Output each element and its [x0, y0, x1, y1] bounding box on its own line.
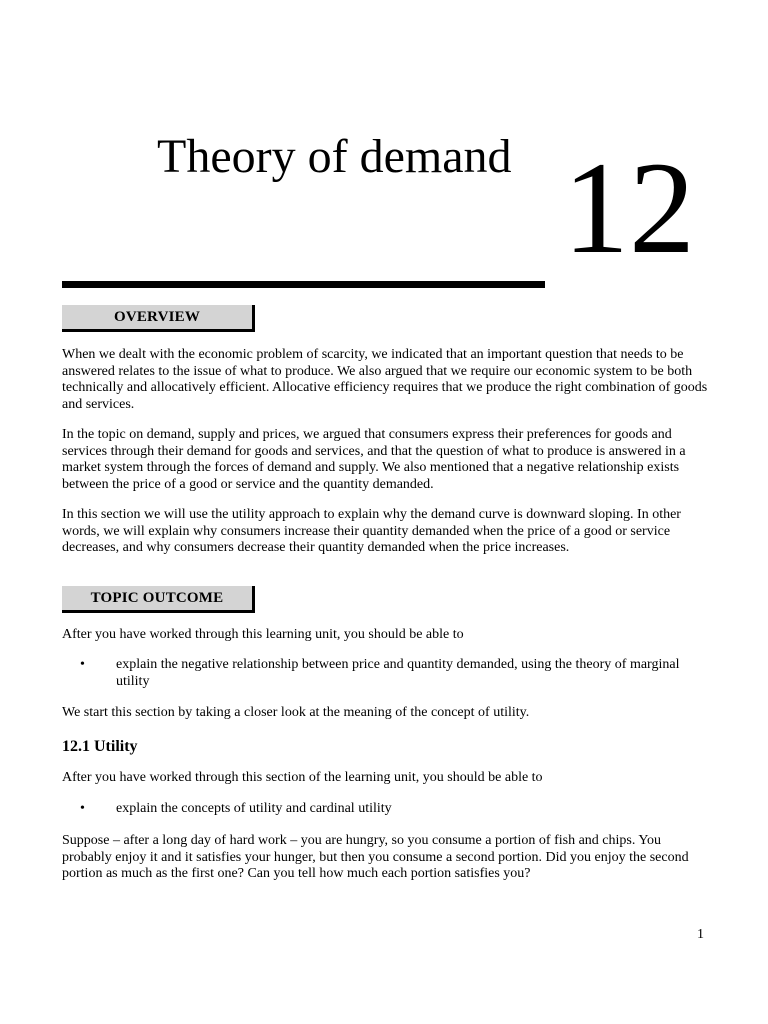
overview-paragraph-2: In the topic on demand, supply and prices, we argued that consumers express their preferences for goods and services through their demand for goods and services, and that the question of what to produce is answered in a market system through the forces of demand and supply. We also mentioned that a negative relationship exists between the price of a good or service and the quantity demanded.	[62, 427, 686, 492]
bullet-icon: •	[80, 801, 85, 816]
bullet-text: explain the concepts of utility and cardinal utility	[116, 801, 392, 816]
overview-heading: OVERVIEW	[62, 305, 255, 332]
overview-paragraph-1: When we dealt with the economic problem of scarcity, we indicated that an important question that needs to be answered relates to the issue of what to produce. We also argued that we require our economic system to be both technically and allocatively efficient. Allocative efficiency requires that we produce the right combination of goods and services.	[62, 347, 708, 412]
bullet-icon: •	[80, 657, 85, 672]
page-number: 1	[697, 927, 704, 942]
title-rule	[62, 281, 545, 288]
chapter-number: 12	[563, 134, 695, 281]
bullet-text: explain the negative relationship between price and quantity demanded, using the theory of marginal utility	[116, 657, 680, 689]
overview-paragraph-3: In this section we will use the utility approach to explain why the demand curve is downward sloping. In other words, we will explain why consumers increase their quantity demanded when the price of a good or service decreases, and why consumers decrease their quantity demanded when the price increases.	[62, 507, 681, 555]
section-12-1-paragraph: Suppose – after a long day of hard work – you are hungry, so you consume a portion of fish and chips. You probably enjoy it and it satisfies your hunger, but then you consume a second portion. Did you enjoy the second portion as much as the first one? Can you tell how much each portion satisfies you?	[62, 833, 689, 881]
topic-outcome-closing: We start this section by taking a closer look at the meaning of the concept of utility.	[62, 705, 530, 720]
topic-outcome-intro: After you have worked through this learning unit, you should be able to	[62, 627, 464, 642]
section-heading-12-1: 12.1 Utility	[62, 738, 138, 755]
page-title: Theory of demand	[157, 130, 512, 183]
topic-outcome-heading: TOPIC OUTCOME	[62, 586, 255, 613]
section-12-1-intro: After you have worked through this section of the learning unit, you should be able to	[62, 770, 543, 785]
